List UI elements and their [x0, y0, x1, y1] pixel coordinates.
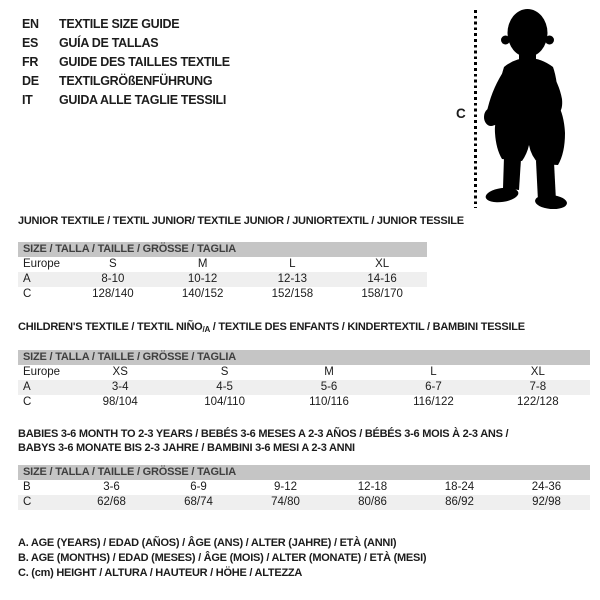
size-cell: 104/110: [204, 396, 245, 408]
size-cell: 10-12: [187, 273, 218, 285]
row-label: C: [23, 396, 32, 408]
size-cell: XL: [530, 366, 545, 378]
row-label: A: [23, 273, 31, 285]
size-cell: 14-16: [367, 273, 397, 285]
language-item: [22, 15, 230, 34]
row-label: C: [23, 288, 32, 300]
size-cell: 9-12: [273, 481, 298, 493]
size-cell: 62/68: [97, 496, 126, 508]
row-label: Europe: [23, 366, 61, 378]
size-cell: 110/116: [309, 396, 349, 408]
size-cell: 5-6: [320, 381, 338, 393]
row-label: Europe: [23, 258, 61, 270]
size-cell: 68/74: [184, 496, 213, 508]
table-row: [18, 495, 590, 510]
size-cell: 74/80: [271, 496, 300, 508]
size-cell: 80/86: [358, 496, 387, 508]
junior-size-table: [18, 215, 464, 302]
table-row: [18, 257, 427, 272]
language-title: GUIDA ALLE TAGLIE TESSILI: [59, 93, 227, 107]
table-title: [18, 427, 590, 455]
table-title-segment: BABYS 3-6 MONATE BIS 2-3 JAHRE / BAMBINI 3-6 MESI A 2-3 ANNI: [18, 442, 355, 454]
table-title-segment: / TEXTILE DES ENFANTS / KINDERTEXTIL / BAMBINI TESSILE: [209, 321, 525, 333]
language-item: [22, 91, 230, 110]
size-header-bar: SIZE / TALLA / TAILLE / GRÖSSE / TAGLIA: [18, 465, 590, 480]
size-cell: XL: [375, 258, 390, 270]
size-cell: 122/128: [517, 396, 559, 408]
toddler-silhouette-icon: [481, 9, 573, 209]
size-cell: 6-9: [190, 481, 207, 493]
size-header-bar: SIZE / TALLA / TAILLE / GRÖSSE / TAGLIA: [18, 350, 590, 365]
table-title-segment: /A: [202, 325, 210, 334]
size-cell: 12-13: [277, 273, 308, 285]
language-code: DE: [22, 74, 39, 88]
row-label: C: [23, 496, 32, 508]
babies-size-table: [18, 427, 590, 510]
table-title: [18, 215, 464, 228]
language-title-list: [22, 15, 230, 110]
size-cell: 92/98: [532, 496, 561, 508]
size-cell: 152/158: [271, 288, 314, 300]
table-title-line: [18, 321, 590, 336]
table-row: [18, 380, 590, 395]
size-cell: 12-18: [357, 481, 388, 493]
height-measure-dashed-line: [474, 10, 477, 208]
size-cell: XS: [112, 366, 128, 378]
language-item: [22, 34, 230, 53]
table-title-segment: CHILDREN'S TEXTILE / TEXTIL NIÑO: [18, 321, 203, 333]
footnote-line: B. AGE (MONTHS) / EDAD (MESES) / ÂGE (MOIS) / ALTER (MONATE) / ETÀ (MESI): [18, 552, 427, 564]
size-cell: 18-24: [444, 481, 475, 493]
language-item: [22, 53, 230, 72]
size-cell: M: [197, 258, 208, 270]
language-code: IT: [22, 93, 33, 107]
language-title: TEXTILE SIZE GUIDE: [59, 17, 180, 31]
height-measure-label: C: [456, 106, 466, 121]
size-cell: 7-8: [529, 381, 547, 393]
table-title: [18, 321, 590, 336]
language-title: GUÍA DE TALLAS: [59, 36, 159, 50]
size-cell: 116/122: [413, 396, 454, 408]
table-title-line: [18, 441, 590, 455]
size-cell: L: [289, 258, 296, 270]
table-title-line: [18, 215, 464, 228]
footnote-line: A. AGE (YEARS) / EDAD (AÑOS) / ÂGE (ANS) / ALTER (JAHRE) / ETÀ (ANNI): [18, 537, 397, 549]
size-cell: M: [324, 366, 334, 378]
size-cell: 158/170: [361, 288, 403, 300]
size-cell: 140/152: [181, 288, 224, 300]
table-row: [18, 287, 427, 302]
size-cell: 86/92: [445, 496, 474, 508]
language-title: GUIDE DES TAILLES TEXTILE: [59, 55, 230, 69]
size-cell: 3-4: [111, 381, 129, 393]
language-code: EN: [22, 17, 39, 31]
size-cell: 98/104: [102, 396, 138, 408]
table-title-segment: BABIES 3-6 MONTH TO 2-3 YEARS / BEBÉS 3-6 MESES A 2-3 AÑOS / BÉBÉS 3-6 MOIS À 2-3 ANS /: [18, 428, 509, 440]
size-cell: 4-5: [216, 381, 233, 393]
language-item: [22, 72, 230, 91]
footnote-line: C. (cm) HEIGHT / ALTURA / HAUTEUR / HÖHE / ALTEZZA: [18, 567, 303, 579]
table-title-segment: JUNIOR TEXTILE / TEXTIL JUNIOR/ TEXTILE JUNIOR / JUNIORTEXTIL / JUNIOR TESSILE: [18, 215, 464, 227]
table-row: [18, 395, 590, 410]
table-title-line: [18, 427, 590, 441]
size-cell: S: [220, 366, 229, 378]
table-row: [18, 272, 427, 287]
language-title: TEXTILGRÖßENFÜHRUNG: [59, 74, 213, 88]
size-cell: 3-6: [103, 481, 120, 493]
size-cell: 128/140: [92, 288, 134, 300]
size-cell: 6-7: [425, 381, 442, 393]
language-code: ES: [22, 36, 39, 50]
table-row: [18, 365, 590, 380]
language-code: FR: [22, 55, 39, 69]
children-size-table: [18, 321, 590, 410]
size-cell: 8-10: [101, 273, 125, 285]
size-header-bar: SIZE / TALLA / TAILLE / GRÖSSE / TAGLIA: [18, 242, 427, 257]
footnote-legend: [18, 536, 426, 581]
table-row: [18, 480, 590, 495]
row-label: B: [23, 481, 31, 493]
size-cell: L: [430, 366, 437, 378]
row-label: A: [23, 381, 31, 393]
size-cell: 24-36: [531, 481, 562, 493]
size-cell: S: [109, 258, 117, 270]
